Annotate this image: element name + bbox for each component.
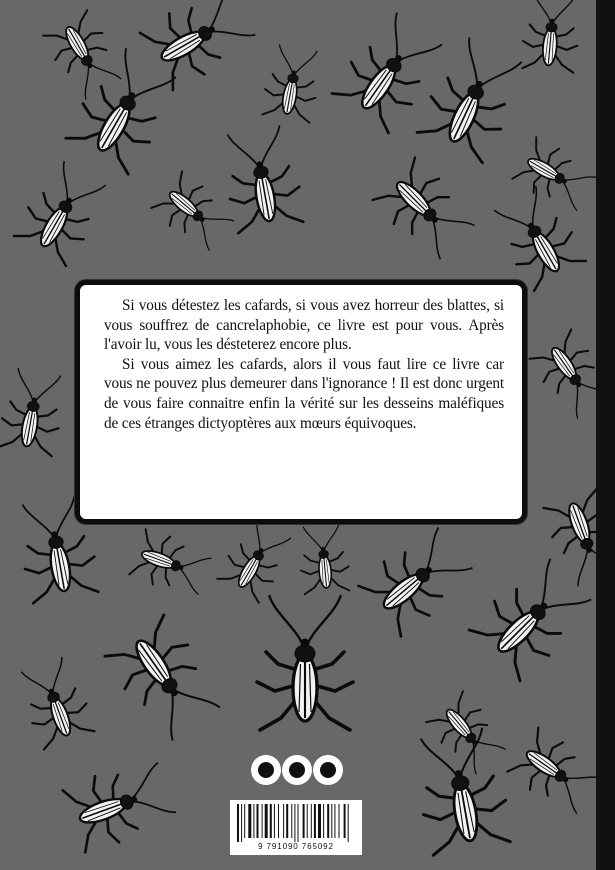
cockroach-icon bbox=[542, 488, 596, 589]
cockroach-icon bbox=[297, 523, 351, 594]
barcode-bar bbox=[244, 804, 245, 838]
barcode-bar bbox=[331, 804, 332, 838]
barcode-bar bbox=[286, 804, 288, 838]
cockroach-icon bbox=[150, 170, 238, 256]
cockroach-icon bbox=[129, 528, 214, 601]
cockroach-icon bbox=[42, 9, 127, 102]
barcode-bar bbox=[248, 804, 251, 838]
cockroach-icon bbox=[261, 43, 324, 123]
cockroach-icon bbox=[506, 726, 596, 820]
cockroach-icon bbox=[357, 521, 478, 639]
barcode-bar bbox=[303, 804, 305, 838]
cockroach-icon bbox=[521, 0, 582, 73]
logo-ring-icon bbox=[313, 755, 343, 785]
cockroach-icon bbox=[511, 136, 596, 216]
cockroach-icon bbox=[528, 329, 596, 423]
cockroach-icon bbox=[410, 726, 512, 856]
book-spine-edge bbox=[596, 0, 615, 870]
cockroach-icon bbox=[425, 690, 511, 778]
barcode-bar bbox=[298, 804, 299, 842]
barcode-bar bbox=[257, 804, 259, 838]
isbn-digits: 9 791090 765092 bbox=[258, 842, 334, 851]
barcode-bar bbox=[318, 804, 321, 838]
barcode-bar bbox=[344, 804, 346, 838]
barcode-bar bbox=[253, 804, 254, 838]
cockroach-icon bbox=[330, 7, 450, 134]
barcode-bar bbox=[311, 804, 312, 838]
isbn-barcode bbox=[236, 804, 356, 842]
barcode-bar bbox=[270, 804, 272, 838]
barcode-bar bbox=[339, 804, 340, 838]
blurb-paragraph-1: Si vous détestez les cafards, si vous avez horreur des blattes, si vous souffrez de cancrelaphobie, ce livre est pour vous. Après l'avoir lu, vous les désteterez encore plus. bbox=[104, 297, 504, 354]
cockroach-icon bbox=[415, 34, 530, 164]
blurb-text bbox=[104, 296, 504, 433]
cockroach-icon bbox=[467, 552, 596, 683]
cockroach-icon bbox=[14, 654, 96, 750]
cockroach-icon bbox=[103, 613, 228, 746]
barcode-bar bbox=[262, 804, 263, 838]
barcode-bar bbox=[334, 804, 335, 838]
barcode-bar bbox=[323, 804, 324, 838]
cockroach-icon bbox=[257, 595, 353, 730]
barcode-bar bbox=[327, 804, 329, 838]
logo-ring-icon bbox=[251, 755, 281, 785]
barcode-bar bbox=[237, 804, 239, 842]
logo-ring-icon bbox=[282, 755, 312, 785]
blurb-paragraph-2: Si vous aimez les cafards, alors il vous faut lire ce livre car vous ne pouvez plus demeurer dans l'ignorance ! Il est donc urgent de vous faire connaitre enfin la vérité sur les desseins maléfiques de ces étranges dictyoptères aux mœurs équivoques. bbox=[104, 355, 504, 432]
barcode-bar bbox=[241, 804, 242, 842]
cockroach-icon bbox=[371, 156, 480, 265]
barcode-bar bbox=[278, 804, 279, 838]
barcode-bar bbox=[307, 804, 308, 838]
cockroach-icon bbox=[139, 0, 260, 92]
barcode-bar bbox=[294, 804, 295, 842]
cockroach-icon bbox=[216, 516, 296, 604]
cockroach-icon bbox=[62, 754, 179, 854]
barcode-bar bbox=[274, 804, 275, 838]
cockroach-icon bbox=[487, 182, 587, 292]
barcode-bar bbox=[348, 804, 349, 842]
barcode-bar bbox=[265, 804, 268, 838]
cockroach-icon bbox=[12, 157, 112, 267]
barcode-bar bbox=[314, 804, 316, 838]
barcode-bar bbox=[291, 804, 292, 838]
cockroach-icon bbox=[0, 367, 68, 457]
barcode-bar bbox=[283, 804, 284, 838]
cockroach-icon bbox=[219, 124, 306, 234]
